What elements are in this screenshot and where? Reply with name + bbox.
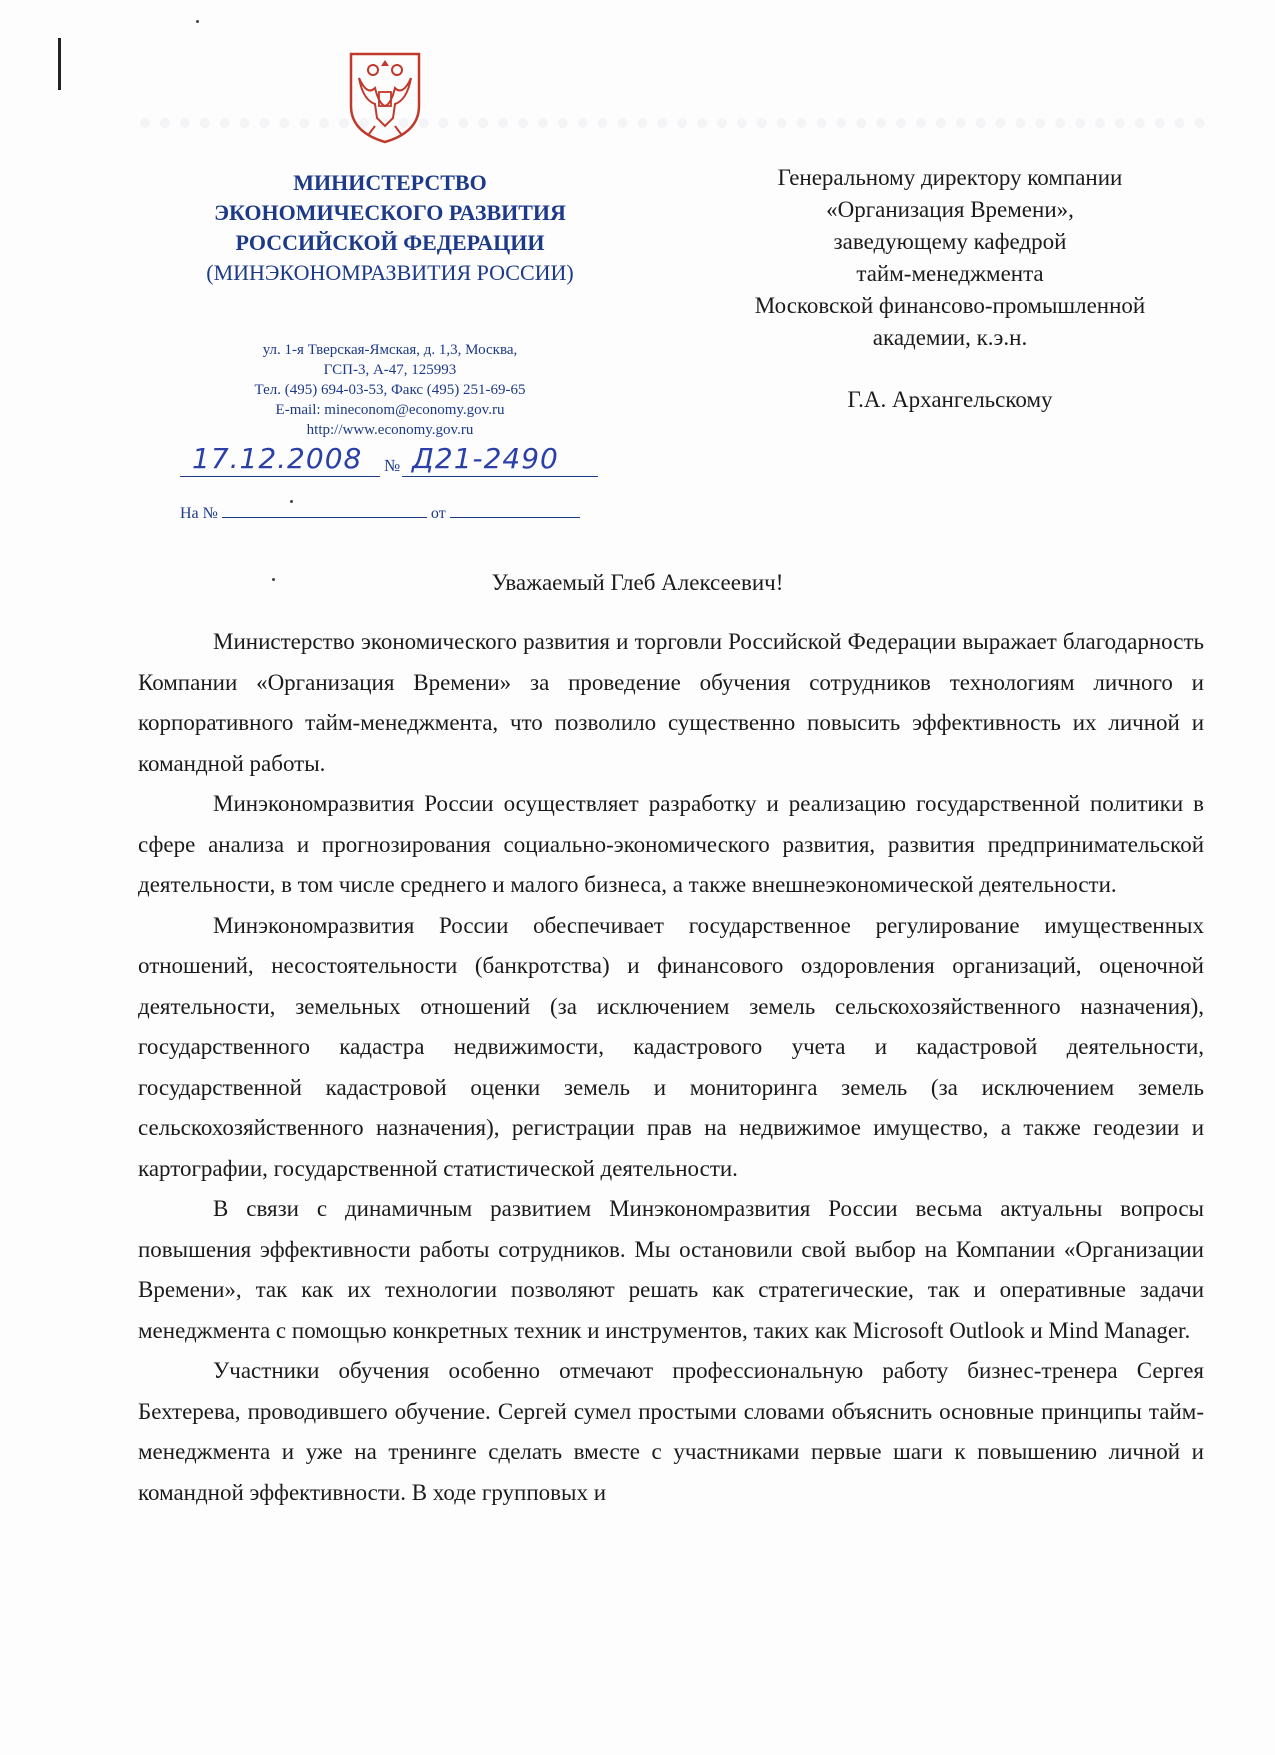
address-line: ул. 1-я Тверская-Ямская, д. 1,3, Москва,	[262, 342, 518, 358]
handwritten-date: 17.12.2008	[192, 442, 363, 475]
letterhead-short-name: (МИНЭКОНОМРАЗВИТИЯ РОССИИ)	[206, 260, 574, 285]
ministry-contacts	[190, 340, 590, 440]
reference-line	[180, 505, 600, 523]
scan-speck	[290, 500, 293, 503]
registration-line	[180, 442, 600, 478]
ot-blank	[450, 517, 580, 518]
scan-edge-mark	[58, 38, 61, 90]
addressee-block	[700, 162, 1200, 416]
handwritten-number: Д21-2490	[412, 442, 559, 475]
website-line: http://www.economy.gov.ru	[306, 422, 474, 438]
body-paragraph: Минэкономразвития России осуществляет разработку и реализацию государственной политики в сфере анализа и прогнозирования социально-экономического развития, развития предпринимательской деятельности, в том числе среднего и малого бизнеса, а также внешнеэкономической деятельности.	[138, 791, 1204, 897]
addressee-line: «Организация Времени»,	[826, 197, 1074, 222]
address-line: ГСП-3, А-47, 125993	[323, 362, 457, 378]
letter-body	[138, 622, 1204, 1513]
letterhead-line: МИНИСТЕРСТВО	[293, 170, 487, 195]
body-paragraph: Участники обучения особенно отмечают профессиональную работу бизнес-тренера Сергея Бехтерева, проводившего обучение. Сергей сумел простыми словами объяснить основные принципы тайм-менеджмента и уже на тренинге сделать вместе с участниками первые шаги к повышению личной и командной эффективности. В ходе групповых и	[138, 1358, 1204, 1505]
body-paragraph: В связи с динамичным развитием Минэкономразвития России весьма актуальны вопросы повышения эффективности работы сотрудников. Мы остановили свой выбор на Компании «Организации Времени», так как их технологии позволяют решать как стратегические, так и оперативные задачи менеджмента с помощью конкретных техник и инструментов, таких как Microsoft Outlook и Mind Manager.	[138, 1196, 1204, 1343]
russian-coat-of-arms-icon	[345, 48, 425, 144]
scan-speck	[196, 20, 199, 23]
body-paragraph: Минэкономразвития России обеспечивает государственное регулирование имущественных отношений, несостоятельности (банкротства) и финансового оздоровления организаций, оценочной деятельности, земельных отношений (за исключением земель сельскохозяйственного назначения), государственного кадастра недвижимости, кадастрового учета и кадастровой деятельности, государственной кадастровой оценки земель и мониторинга земель (за исключением земель сельскохозяйственного назначения), регистрации прав на недвижимое имущество, а также геодезии и картографии, государственной статистической деятельности.	[138, 912, 1204, 1181]
number-underline	[402, 476, 598, 477]
letterhead-line: РОССИЙСКОЙ ФЕДЕРАЦИИ	[235, 230, 545, 255]
date-underline	[180, 476, 380, 477]
na-blank	[222, 517, 427, 518]
addressee-line: академии, к.э.н.	[872, 325, 1028, 350]
addressee-line: Московской финансово-промышленной	[754, 293, 1146, 318]
number-label: №	[384, 456, 401, 475]
addressee-line: тайм-менеджмента	[856, 261, 1044, 286]
addressee-line: Генеральному директору компании	[777, 165, 1123, 190]
addressee-name: Г.А. Архангельскому	[847, 387, 1053, 412]
salutation: Уважаемый Глеб Алексеевич!	[491, 570, 784, 595]
ministry-letterhead	[190, 168, 590, 288]
body-paragraph: Министерство экономического развития и торговли Российской Федерации выражает благодарность Компании «Организация Времени» за проведение обучения сотрудников технологиям личного и корпоративного тайм-менеджмента, что позволило существенно повысить эффективность их личной и командной работы.	[138, 629, 1204, 776]
email-line: E-mail: mineconom@economy.gov.ru	[275, 402, 505, 418]
phone-line: Тел. (495) 694-03-53, Факс (495) 251-69-65	[254, 382, 526, 398]
addressee-line: заведующему кафедрой	[833, 229, 1067, 254]
na-label: На №	[180, 505, 218, 522]
bleed-through	[140, 118, 1205, 132]
ot-label: от	[430, 505, 446, 522]
letterhead-line: ЭКОНОМИЧЕСКОГО РАЗВИТИЯ	[214, 200, 566, 225]
